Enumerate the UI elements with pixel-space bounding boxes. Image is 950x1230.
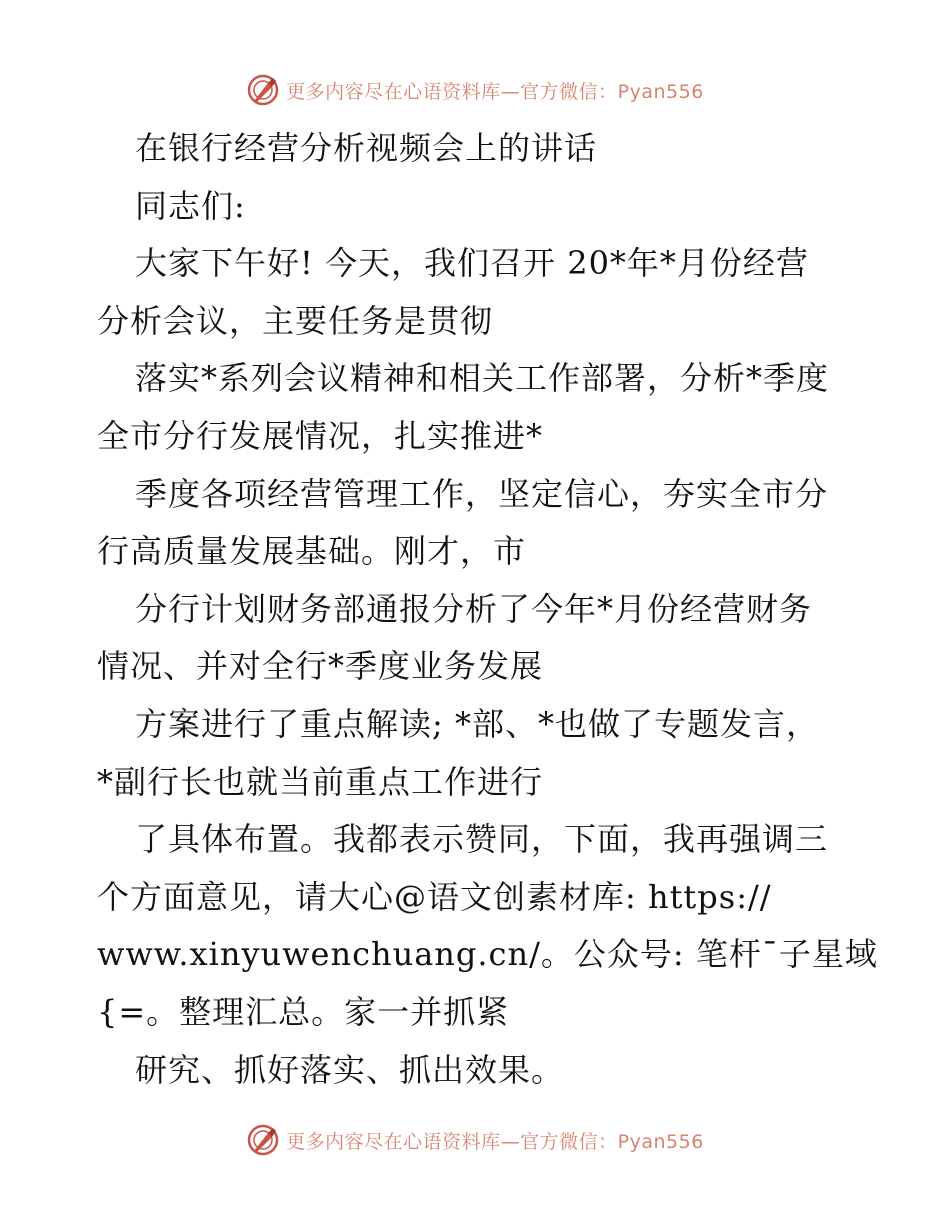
paragraph-line: 个方面意见，请大心@语文创素材库: https:// — [97, 877, 772, 916]
paragraph-line: 了具体布置。我都表示赞同，下面，我再强调三 — [135, 820, 829, 859]
document-body — [97, 120, 878, 1099]
paragraph-line: 大家下午好! 今天，我们召开 20*年*月份经营 — [135, 244, 809, 283]
paragraph-line: 季度各项经营管理工作，坚定信心，夯实全市分 — [135, 474, 829, 513]
paragraph-line: 分析会议，主要任务是贯彻 — [97, 301, 494, 340]
header-banner — [0, 70, 950, 110]
paragraph-line: 行高质量发展基础。刚才，市 — [97, 532, 527, 571]
paragraph-line: 研究、抓好落实、抓出效果。 — [135, 1050, 565, 1089]
pen-nib-logo-icon — [246, 73, 280, 107]
paragraph-line: 情况、并对全行*季度业务发展 — [97, 647, 544, 686]
paragraph-line: 落实*系列会议精神和相关工作部署，分析*季度 — [135, 359, 830, 398]
footer-banner — [0, 1120, 950, 1160]
paragraph-line: *副行长也就当前重点工作进行 — [97, 762, 544, 801]
paragraph-line: 全市分行发展情况，扎实推进* — [97, 416, 544, 455]
salutation: 同志们: — [135, 186, 246, 225]
paragraph-line: 方案进行了重点解读; *部、*也做了专题发言， — [135, 704, 819, 743]
paragraph-line: 分行计划财务部通报分析了今年*月份经营财务 — [135, 589, 813, 628]
pen-nib-logo-icon — [246, 1123, 280, 1157]
banner-text: 更多内容尽在心语资料库—官方微信：Pyan556 — [286, 80, 704, 103]
document-title: 在银行经营分析视频会上的讲话 — [135, 129, 598, 167]
paragraph-line: {=。整理汇总。家一并抓紧 — [97, 992, 510, 1031]
paragraph-line: www.xinyuwenchuang.cn/。公众号: 笔杆¯子星域 — [97, 935, 878, 974]
banner-text: 更多内容尽在心语资料库—官方微信：Pyan556 — [286, 1130, 704, 1153]
